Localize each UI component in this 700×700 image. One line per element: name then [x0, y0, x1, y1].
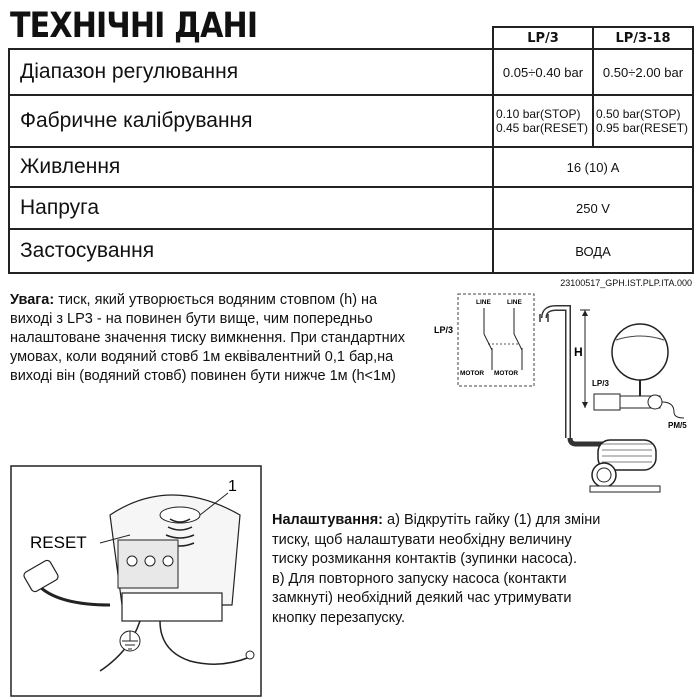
row-label: Діапазон регулювання	[9, 49, 493, 95]
pump-diagram	[530, 290, 695, 495]
cell-value: 250 V	[493, 187, 693, 229]
cell-lp3-18: 0.50÷2.00 bar	[593, 49, 693, 95]
switch-contact	[514, 334, 522, 350]
power-cable	[40, 587, 110, 605]
outlet-pipe-inner	[544, 308, 568, 438]
switch-contact	[484, 334, 492, 350]
cell-line: 0.10 bar(STOP)	[496, 107, 581, 121]
cell-value: 16 (10) A	[493, 147, 693, 187]
pressure-switch-label: LP/3	[592, 379, 609, 388]
terminal-screw	[127, 556, 137, 566]
table-row	[9, 49, 693, 95]
callout-number: 1	[228, 478, 237, 495]
table-row	[9, 187, 693, 229]
plug	[23, 559, 60, 593]
switch-base	[122, 593, 222, 621]
terminal-screw	[163, 556, 173, 566]
dimension-arrow	[582, 310, 588, 316]
adjusting-nut	[160, 507, 200, 523]
pressure-tank	[612, 324, 668, 380]
outlet-pipe	[544, 308, 568, 438]
document-code: 23100517_GPH.IST.PLP.ITA.000	[560, 278, 692, 288]
page-title: ТЕХНІЧНІ ДАНІ	[10, 6, 258, 46]
warning-note	[10, 291, 420, 386]
line-label-2: LINE	[507, 299, 522, 306]
cell-lp3-18	[593, 95, 693, 147]
row-label: Застосування	[9, 229, 493, 273]
spec-table	[8, 26, 694, 274]
cell-lp3: 0.05÷0.40 bar	[493, 49, 593, 95]
table-header-row	[9, 27, 693, 49]
pump-base	[590, 486, 660, 492]
cell-line: 0.50 bar(STOP)	[596, 107, 681, 121]
warning-label: Увага:	[10, 292, 55, 308]
pressure-switch-drawing	[10, 465, 262, 697]
cell-line: 0.45 bar(RESET)	[496, 121, 589, 135]
motor-label-1: MOTOR	[460, 370, 485, 377]
cell-line: 0.95 bar(RESET)	[596, 121, 689, 135]
table-row	[9, 147, 693, 187]
table-row	[9, 229, 693, 273]
height-label: H	[574, 345, 583, 359]
setup-step-b: в) Для повторного запуску насоса (контакти замкнуті) необхідний деякий час утримувати кнопку перезапуску.	[272, 570, 572, 626]
pm-label: PM/5	[668, 421, 687, 430]
reset-label: RESET	[30, 533, 87, 552]
header-lp3: LP/3	[493, 27, 593, 49]
pump-inlet	[592, 463, 616, 487]
row-label: Фабричне калібрування	[9, 95, 493, 147]
warning-text: тиск, який утворюється водяним стовпом (h) на виході з LP3 - на повинен бути вище, чим попередньо налаштоване значення тиску вимкнення. При стандартних умовах, коли водяний стовб 1м еквівалентний 0,1 бар,на виході він (водяний стовб) повинен бути нижче 1м (h<1м)	[10, 292, 405, 384]
terminal-screw	[145, 556, 155, 566]
setup-label: Налаштування:	[272, 512, 384, 528]
dimension-arrow	[582, 402, 588, 408]
row-label: Напруга	[9, 187, 493, 229]
cell-lp3	[493, 95, 593, 147]
motor-label-2: MOTOR	[494, 370, 519, 377]
setup-instructions	[272, 511, 602, 628]
cell-value: ВОДА	[493, 229, 693, 273]
pressure-switch	[594, 394, 620, 410]
table-row	[9, 95, 693, 147]
gauge	[648, 395, 662, 409]
wiring-device-label: LP/3	[434, 325, 454, 335]
header-lp3-18: LP/3-18	[593, 27, 693, 49]
setup-step-a: а) Відкрутіть гайку (1) для зміни тиску, щоб налаштувати необхідну величину тиску розмикання контактів (зупинки насоса).	[272, 512, 601, 567]
line-label-1: LINE	[476, 299, 491, 306]
header-empty-cell	[9, 27, 493, 49]
row-label: Живлення	[9, 147, 493, 187]
cable	[662, 402, 684, 418]
wiring-diagram	[432, 290, 537, 390]
wire-terminal	[246, 651, 254, 659]
